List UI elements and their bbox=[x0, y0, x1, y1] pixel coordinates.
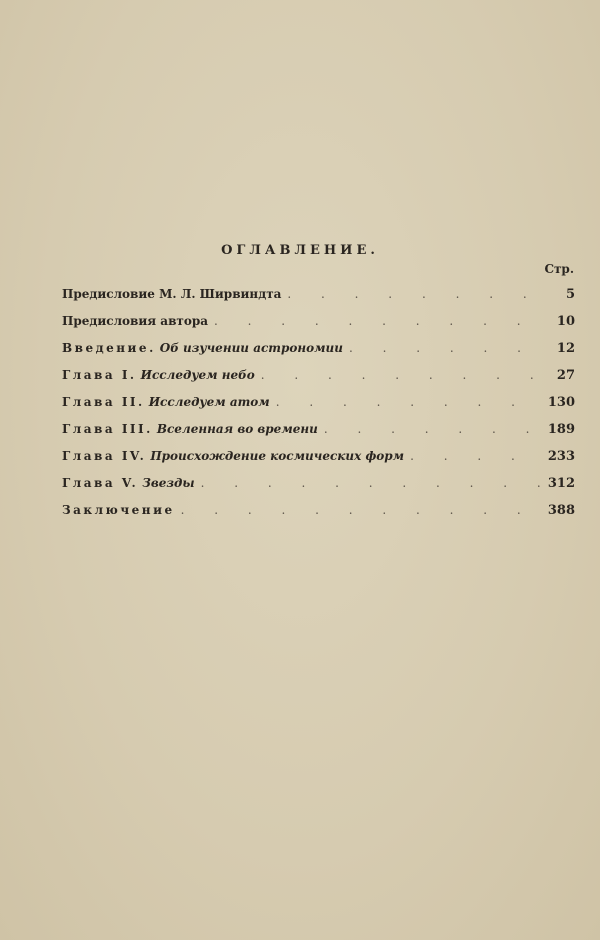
entry-prefix: Заключение bbox=[62, 503, 175, 517]
entry-page-number: 5 bbox=[565, 287, 575, 302]
entry-prefix: Глава IV. bbox=[62, 449, 147, 463]
entry-prefix: Введение. bbox=[62, 341, 156, 355]
leader-dots bbox=[201, 476, 542, 490]
entry-prefix: Глава V. bbox=[62, 476, 139, 490]
leader-dots bbox=[276, 395, 542, 409]
leader-dots bbox=[214, 314, 545, 328]
entry-prefix: Глава II. bbox=[62, 395, 145, 409]
leader-dots bbox=[410, 449, 542, 463]
entry-italic-title: Звезды bbox=[142, 476, 195, 490]
page-title: ОГЛАВЛЕНИЕ. bbox=[221, 243, 379, 258]
entry-page-number: 189 bbox=[547, 422, 575, 437]
page-column-label: Стр. bbox=[544, 262, 574, 276]
entry-italic-title: Об изучении астрономии bbox=[159, 341, 343, 355]
toc-entry bbox=[62, 395, 575, 422]
toc-entry bbox=[62, 314, 575, 341]
toc-entry bbox=[62, 503, 575, 530]
entry-page-number: 10 bbox=[556, 314, 575, 329]
leader-dots bbox=[349, 341, 545, 355]
table-of-contents bbox=[62, 287, 575, 530]
entry-title: Предисловие М. Л. Ширвиндта bbox=[62, 287, 282, 301]
entry-page-number: 12 bbox=[556, 341, 575, 356]
entry-prefix: Глава III. bbox=[62, 422, 153, 436]
toc-entry bbox=[62, 422, 575, 449]
toc-entry bbox=[62, 368, 575, 395]
leader-dots bbox=[261, 368, 545, 382]
entry-italic-title: Исследуем небо bbox=[140, 368, 255, 382]
toc-entry bbox=[62, 476, 575, 503]
entry-italic-title: Происхождение космических форм bbox=[150, 449, 405, 463]
entry-page-number: 312 bbox=[547, 476, 575, 491]
toc-entry bbox=[62, 341, 575, 368]
entry-title: Предисловия автора bbox=[62, 314, 209, 328]
leader-dots bbox=[181, 503, 542, 517]
leader-dots bbox=[324, 422, 542, 436]
entry-page-number: 388 bbox=[547, 503, 575, 518]
entry-prefix: Глава I. bbox=[62, 368, 137, 382]
toc-entry bbox=[62, 287, 575, 314]
entry-page-number: 27 bbox=[556, 368, 575, 383]
entry-italic-title: Исследуем атом bbox=[148, 395, 270, 409]
entry-italic-title: Вселенная во времени bbox=[156, 422, 318, 436]
entry-page-number: 130 bbox=[547, 395, 575, 410]
entry-page-number: 233 bbox=[547, 449, 575, 464]
toc-entry bbox=[62, 449, 575, 476]
leader-dots bbox=[287, 287, 545, 301]
